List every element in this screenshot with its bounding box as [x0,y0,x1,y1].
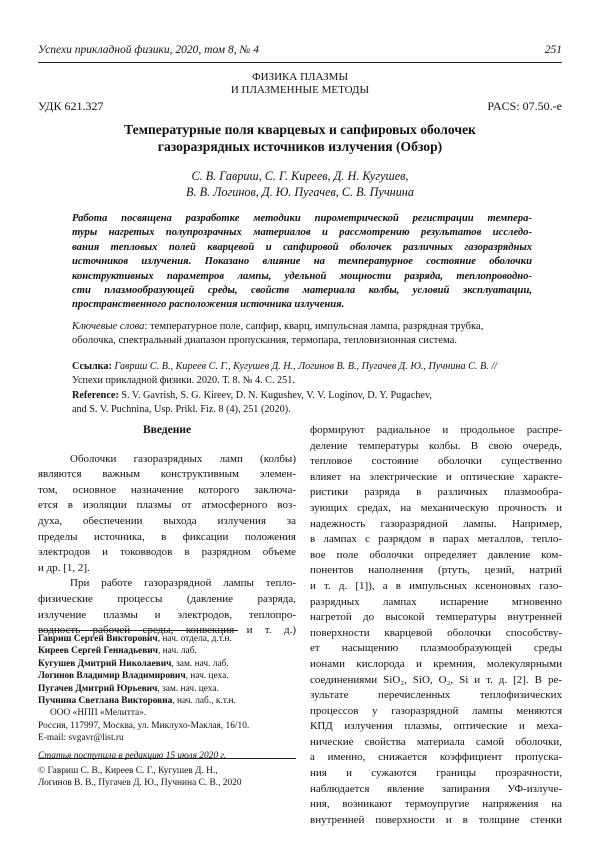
text-line: ристики разряда в различных плазмообра- [310,486,562,499]
footnote-address: Россия, 117997, Москва, ул. Миклухо-Маклая, 16/10. [38,720,250,731]
copyright-rule [38,758,296,759]
title-line-2: газоразрядных источников излучения (Обзор) [157,139,443,154]
footnote-role: , зам. нач. лаб. [171,658,229,669]
keywords [72,320,532,349]
title-line-1: Температурные поля кварцевых и сапфировых оболочек [124,122,476,137]
text-line: излучение плазмы и электродов, теплопро- [38,608,296,621]
reference-en-source: and S. V. Puchnina, Usp. Prikl. Fiz. 8 (4), 251 (2020). [72,404,291,416]
text-line: ется в изоляции плазмы от атмосферного воз- [38,499,296,512]
text-line: зультате перечисленных теплофизических [310,689,562,702]
left-column [38,423,296,639]
abstract-line: сти плазмообразующей среды, свойств материала колбы, условий эксплуатации, [72,285,532,297]
section-label-line-1: ФИЗИКА ПЛАЗМЫ [251,71,349,83]
keywords-text: : температурное поле, сапфир, кварц, импульсная лампа, разрядная трубка, [144,321,484,332]
footnote-name: Пучнина Светлана Викторовна [38,696,173,707]
footnote-organization: ООО «НПП «Мелитта». [50,708,147,719]
abstract-line: Работа посвящена разработке методики пирометрической регистрации темпера- [72,213,532,224]
udk-code: УДК 621.327 [38,99,104,113]
text-line: зующих средах, на механическую прочность и [310,501,562,514]
text-line: том, основное назначение которого заключа- [38,483,296,496]
text-line: являются важным конструктивным элемен- [38,468,296,481]
citation-ru-authors: Гавриш С. В., Киреев С. Г., Кугушев Д. Н., Логинов В. В., Пугачев Д. Ю., Пучнина С. В. // [111,361,497,372]
citation-label: Ссылка: [72,361,112,372]
text-line: в лампах с разрядом в парах металлов, тепло- [310,533,562,546]
footnote-role: , зам. нач. цеха. [157,683,219,694]
article-title [0,121,600,155]
abstract [72,212,532,313]
copyright [38,765,296,790]
text-line: влияет на электрические и оптические характе- [310,470,562,483]
right-column [310,423,562,828]
text-line: а именно, снижается коэффициент пропуска- [310,751,562,764]
authors-line-2: В. В. Логинов, Д. Ю. Пугачев, С. В. Пучнина [186,185,414,199]
text-line: электродов и токовводов в разрядном объеме [38,546,296,559]
text-line: формируют радиальное и продольное распре- [310,424,562,436]
footnote-name: Пугачев Дмитрий Юрьевич [38,683,158,694]
text-line: ния и сужаются границы прозрачности, [310,767,562,780]
author-list [0,168,600,200]
abstract-line: конструктивных параметров лампы, удельной мощности разряда, теплопроводно- [72,270,532,282]
footnote-role: , нач. отдела, д.т.н. [157,634,232,644]
text-line: Оболочки газоразрядных ламп (колбы) [70,452,296,465]
text-line: деление температуры колбы. В свою очередь, [310,439,562,452]
reference-en-authors: S. V. Gavrish, S. G. Kireev, D. N. Kugushev, V. V. Loginov, D. Y. Pugachev, [118,389,432,401]
copyright-line-2: Логинов В. В., Пугачев Д. Ю., Пучнина С. В., 2020 [38,778,242,789]
text-line: процессов у газоразрядной лампы меняются [310,704,562,717]
text-line: внутренней поверхности и в толщине стенки [310,813,562,826]
reference-label: Reference: [72,389,119,401]
abstract-line: вания тепловых полей кварцевой и сапфировой оболочек различных газоразрядных [72,241,532,253]
text-line: вое поле оболочки определяет давление ком- [310,548,562,561]
text-line: тепловое состояние оболочки существенно [310,455,562,468]
text-line: духа, обеспечении выхода излучения за [38,514,296,527]
text-line: пределы источника, в фиксации положения [38,530,296,543]
abstract-line: пространственного расположения источника излучения. [72,299,345,311]
text-line: и др. [1, 2]. [38,561,90,574]
text-line: нические свойства материала самой оболочки, [310,735,562,748]
section-label-line-2: И ПЛАЗМЕННЫЕ МЕТОДЫ [230,84,370,96]
author-footnote [38,633,296,762]
footnote-role: , нач. лаб. [157,646,197,657]
running-header-journal: Успехи прикладной физики, 2020, том 8, № 4 [38,44,259,56]
footnote-role: , нач. цеха. [185,671,229,682]
footnote-name: Киреев Сергей Геннадьевич [38,646,158,657]
text-line: наблюдается явление запирания УФ-излуче- [310,782,562,795]
citation-block [72,360,532,418]
text-line: ет насыщению плазмообразующей среды [310,642,562,655]
authors-line-1: С. В. Гавриш, С. Г. Киреев, Д. Н. Кугушев, [191,169,409,183]
text-line: понентов наполнения (ртуть, цезий, натрий [310,564,562,577]
footnote-name: Логинов Владимир Владимирович [38,671,186,682]
text-line: надежность газоразрядной лампы. Например, [310,517,562,530]
text-line: При работе газоразрядной лампы тепло- [70,577,296,590]
header-rule [38,62,562,63]
citation-ru-source: Успехи прикладной физики. 2020. Т. 8. № 4. С. 251. [72,375,295,387]
text-line: КПД излучения плазмы, оптические и меха- [310,720,562,733]
text-line: поверхности кварцевой оболочки способству- [310,626,562,639]
abstract-line: источников излучения. Показано влияние на температурное состояние оболочки [72,256,532,268]
copyright-line-1: © Гавриш С. В., Киреев С. Г., Кугушев Д. Н., [38,766,218,776]
abstract-line: туры нагретых полупрозрачных материалов и рассмотрению результатов исследо- [72,227,532,239]
text-line: соединениями SiO₂, SiO, O₂, Si и т. д. [2]. В ре- [310,673,562,686]
keywords-text: оболочка, спектральный диапазон пропускания, термопара, тепловизионная система. [72,335,457,347]
section-label [0,71,600,97]
text-line: ния, возникают термоупругие напряжения на [310,798,562,811]
text-line: водность рабочей среды, конвекция и т. д.) [38,624,296,637]
footnote-name: Гавриш Сергей Викторович [38,634,158,644]
section-heading-introduction: Введение [142,424,192,436]
page-number: 251 [544,44,562,56]
intro-paragraph-1 [38,452,296,577]
text-line: нагретой до высокой температуры внутренней [310,611,562,624]
footnote-email: E-mail: svgavr@list.ru [38,733,124,744]
text-line: физические процессы (давление разряда, [38,592,296,605]
text-line: и т. д. [1]), а в импульсных ксеноновых газо- [310,579,562,592]
footnote-rule [38,630,238,631]
footnote-name: Кугушев Дмитрий Николаевич [38,658,172,669]
text-line: разрядных лампах испарение мгновенно [310,595,562,608]
keywords-label: Ключевые слова [72,321,145,332]
footnote-role: , нач. лаб., к.т.н. [172,696,236,707]
text-line: ионами кислорода и кремния, молекулярными [310,657,562,670]
pacs-code: PACS: 07.50.-e [487,99,562,113]
received-date: Статья поступила в редакцию 15 июля 2020 г. [38,750,227,761]
